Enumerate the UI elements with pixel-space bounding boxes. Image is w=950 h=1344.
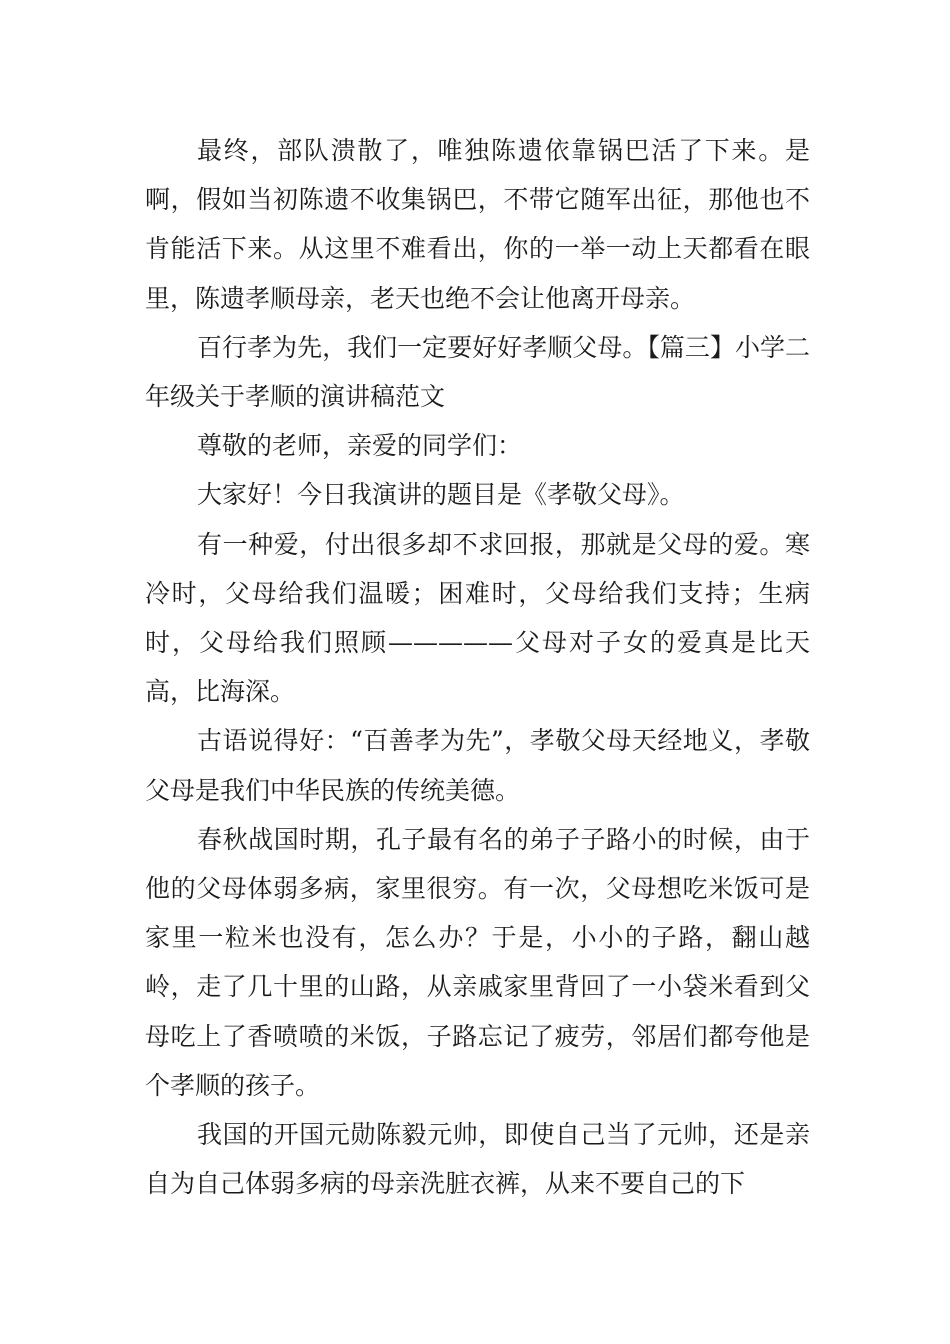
paragraph-5: 有一种爱，付出很多却不求回报，那就是父母的爱。寒冷时，父母给我们温暖；困难时，父母给我们支持；生病时，父母给我们照顾—————父母对子女的爱真是比天高，比海深。 — [145, 529, 810, 707]
paragraph-8: 我国的开国元勋陈毅元帅，即使自己当了元帅，还是亲自为自己体弱多病的母亲洗脏衣裤，从来不要自己的下 — [145, 1120, 810, 1199]
paragraph-3: 尊敬的老师，亲爱的同学们： — [197, 431, 523, 461]
paragraph-1: 最终，部队溃散了，唯独陈遗依靠锅巴活了下来。是啊，假如当初陈遗不收集锅巴，不带它随军出征，那他也不肯能活下来。从这里不难看出，你的一举一动上天都看在眼里，陈遗孝顺母亲，老天也绝不会让他离开母亲。 — [145, 136, 810, 313]
paragraph-6: 古语说得好：“百善孝为先”，孝敬父母天经地义，孝敬父母是我们中华民族的传统美德。 — [145, 726, 810, 805]
paragraph-2: 百行孝为先，我们一定要好好孝顺父母。【篇三】小学二年级关于孝顺的演讲稿范文 — [145, 332, 810, 412]
paragraph-4: 大家好！今日我演讲的题目是《孝敬父母》。 — [197, 480, 685, 510]
document-body — [145, 126, 810, 1208]
paragraph-7: 春秋战国时期，孔子最有名的弟子子路小的时候，由于他的父母体弱多病，家里很穷。有一次，父母想吃米饭可是家里一粒米也没有，怎么办？于是，小小的子路，翻山越岭，走了几十里的山路，从亲戚家里背回了一小袋米看到父母吃上了香喷喷的米饭，子路忘记了疲劳，邻居们都夸他是个孝顺的孩子。 — [145, 824, 810, 1100]
